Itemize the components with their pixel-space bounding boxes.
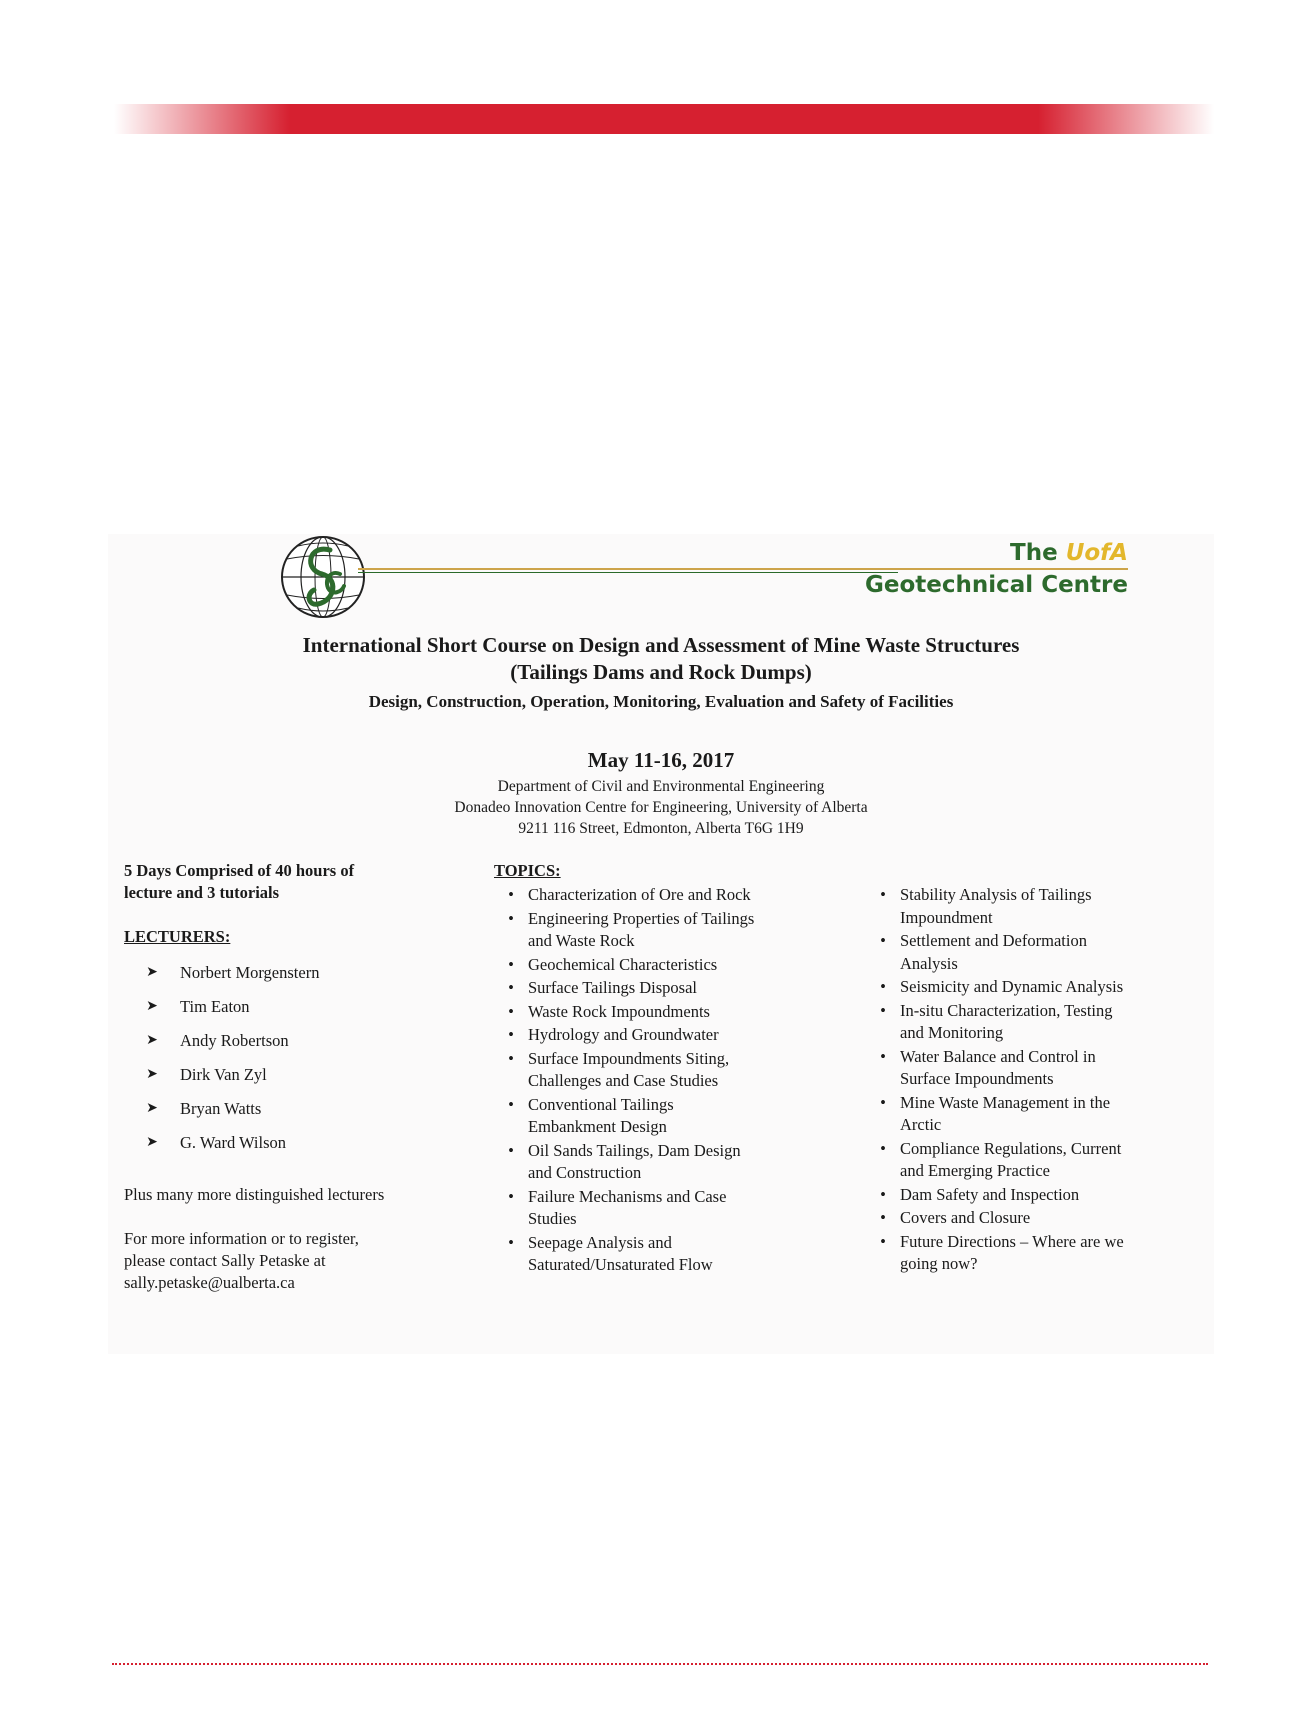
lecturer-name: Norbert Morgenstern [180,963,320,982]
bullet-icon: • [880,1138,886,1158]
lecturer-item [124,996,444,1030]
topic-line: Analysis [900,953,958,973]
topic-line: Impoundment [900,907,993,927]
topic-line: and Waste Rock [528,931,635,950]
bullet-icon: • [880,1184,886,1204]
topic-item [866,1000,1186,1045]
bullet-icon: • [508,1025,514,1044]
lecturer-item [124,1132,444,1166]
address-line: Donadeo Innovation Centre for Engineering, University of Alberta [454,799,868,816]
topic-line: Embankment Design [528,1117,667,1136]
brand-line1 [865,538,1128,568]
bullet-icon: • [880,885,886,904]
topic-item [494,1186,794,1231]
bullet-icon: • [508,885,514,904]
summary-line: lecture and 3 tutorials [124,883,280,902]
bullet-icon: • [508,1048,514,1068]
topic-line: Surface Impoundments [900,1069,1054,1088]
lecturer-name: Bryan Watts [180,1099,262,1118]
topic-item [494,1024,794,1047]
brand-prefix: The [1010,540,1066,566]
topic-item [494,1140,794,1185]
venue-address [108,776,1214,839]
lecturer-item [124,1098,444,1132]
topic-text [900,884,1092,929]
bullet-icon: • [880,977,886,996]
left-column [124,860,444,1294]
topic-text [900,1092,1110,1137]
lecturer-name: G. Ward Wilson [180,1133,287,1152]
topic-item [866,1138,1186,1183]
topic-text [528,908,754,953]
bullet-icon: • [508,954,514,974]
topic-text [900,1184,1079,1207]
topic-text [900,1000,1113,1045]
bullet-icon: • [508,1001,514,1021]
topic-item [494,954,794,977]
topic-line: Covers and Closure [900,1208,1031,1227]
bullet-icon: • [508,978,514,997]
topic-text [528,1001,710,1024]
topic-line: Waste Rock Impoundments [528,1001,710,1021]
more-lecturers-note: Plus many more distinguished lecturers [124,1185,385,1204]
bullet-icon: • [880,1208,886,1227]
topic-item [866,884,1186,929]
address-line: Department of Civil and Environmental Engineering [497,778,825,795]
topic-line: and Emerging Practice [900,1161,1050,1180]
bullet-icon: • [880,1231,886,1251]
bullet-icon: • [508,1232,514,1252]
topic-line: Characterization of Ore and Rock [528,885,751,904]
contact-email: sally.petaske@ualberta.ca [124,1273,295,1292]
topic-item [494,884,794,907]
arrow-bullet-icon: ➤ [146,1135,158,1150]
lecturer-name: Andy Robertson [180,1031,289,1050]
topic-text [528,1186,726,1231]
topic-line: Engineering Properties of Tailings [528,908,755,928]
address-line: 9211 116 Street, Edmonton, Alberta T6G 1H9 [518,820,804,837]
topic-line: Conventional Tailings [528,1094,674,1114]
bullet-icon: • [880,1000,886,1020]
contact-line: For more information or to register, [124,1229,359,1248]
topic-text [900,1231,1124,1276]
geotechnical-centre-logo [865,538,1128,602]
topic-line: Challenges and Case Studies [528,1071,719,1090]
topic-line: Seepage Analysis and [528,1232,672,1252]
arrow-bullet-icon: ➤ [146,1101,158,1116]
lecturer-item [124,962,444,996]
topic-line: Water Balance and Control in [900,1046,1096,1066]
topic-item [866,1046,1186,1091]
topic-line: going now? [900,1254,978,1273]
topic-text [900,1207,1030,1230]
topic-item [866,1184,1186,1207]
lecturer-name: Dirk Van Zyl [180,1065,267,1084]
topic-line: Oil Sands Tailings, Dam Design [528,1140,741,1160]
topic-item [494,1094,794,1139]
brand-line2: Geotechnical Centre [865,572,1128,598]
topics-heading: TOPICS: [494,861,561,880]
topic-line: Studies [528,1209,577,1228]
topic-text [900,1046,1096,1091]
course-summary [124,860,444,904]
topic-item [494,908,794,953]
bullet-icon: • [508,1186,514,1206]
topic-item [494,977,794,1000]
topic-line: Dam Safety and Inspection [900,1184,1080,1204]
course-title [108,632,1214,686]
topic-line: Failure Mechanisms and Case [528,1186,727,1206]
arrow-bullet-icon: ➤ [146,999,158,1014]
topic-item [866,1092,1186,1137]
course-title-line1: International Short Course on Design and Assessment of Mine Waste Structures [302,633,1020,657]
topic-line: Compliance Regulations, Current [900,1138,1122,1158]
topic-line: Arctic [900,1115,942,1134]
header-rule-green [358,572,898,573]
bullet-icon: • [508,908,514,928]
course-title-line2: (Tailings Dams and Rock Dumps) [510,660,812,684]
top-red-band [114,104,1214,134]
topic-text [528,1024,719,1047]
brand-accent: UofA [1065,540,1128,566]
contact-info [124,1228,444,1294]
bullet-icon: • [880,1092,886,1112]
course-date: May 11-16, 2017 [587,748,735,772]
globe-emblem-icon [278,534,368,620]
topic-text [528,1094,674,1139]
topic-line: In-situ Characterization, Testing [900,1000,1113,1020]
topic-line: and Construction [528,1163,642,1182]
topic-line: Future Directions – Where are we [900,1231,1124,1251]
topic-item [494,1001,794,1024]
arrow-bullet-icon: ➤ [146,1067,158,1082]
topic-item [494,1232,794,1277]
topic-line: Settlement and Deformation [900,931,1087,950]
topic-item [494,1048,794,1093]
summary-line: 5 Days Comprised of 40 hours of [124,861,355,880]
lecturers-heading: LECTURERS: [124,927,231,946]
lecturer-list [124,962,444,1166]
topic-line: Saturated/Unsaturated Flow [528,1255,713,1274]
topic-text [528,954,717,977]
topic-text [900,976,1123,999]
topic-line: Mine Waste Management in the [900,1092,1111,1112]
topic-line: Surface Tailings Disposal [528,978,698,997]
topic-line: Surface Impoundments Siting, [528,1048,730,1068]
topic-text [528,1140,741,1185]
lecturer-item [124,1030,444,1064]
topic-line: and Monitoring [900,1023,1004,1042]
topic-item [866,1231,1186,1276]
topic-item [866,930,1186,975]
topic-item [866,976,1186,999]
lecturer-item [124,1064,444,1098]
topic-text [528,884,751,907]
topic-line: Hydrology and Groundwater [528,1025,719,1044]
topic-line: Seismicity and Dynamic Analysis [900,977,1124,996]
topic-text [528,1048,729,1093]
arrow-bullet-icon: ➤ [146,1033,158,1048]
topic-text [900,1138,1121,1183]
footer-dotted-rule [112,1663,1208,1665]
bullet-icon: • [508,1140,514,1160]
contact-line: please contact Sally Petaske at [124,1251,326,1270]
arrow-bullet-icon: ➤ [146,965,158,980]
topic-text [528,977,697,1000]
course-flyer [108,534,1214,1354]
topics-column-2 [866,884,1186,1277]
topic-line: Geochemical Characteristics [528,954,718,974]
bullet-icon: • [880,931,886,950]
topic-line: Stability Analysis of Tailings [900,885,1092,904]
topic-text [900,930,1087,975]
bullet-icon: • [880,1046,886,1066]
course-subtitle: Design, Construction, Operation, Monitoring, Evaluation and Safety of Facilities [368,692,954,711]
topic-item [866,1207,1186,1230]
lecturer-name: Tim Eaton [180,997,250,1016]
topics-column-1 [494,884,794,1278]
bullet-icon: • [508,1094,514,1114]
topic-text [528,1232,713,1277]
